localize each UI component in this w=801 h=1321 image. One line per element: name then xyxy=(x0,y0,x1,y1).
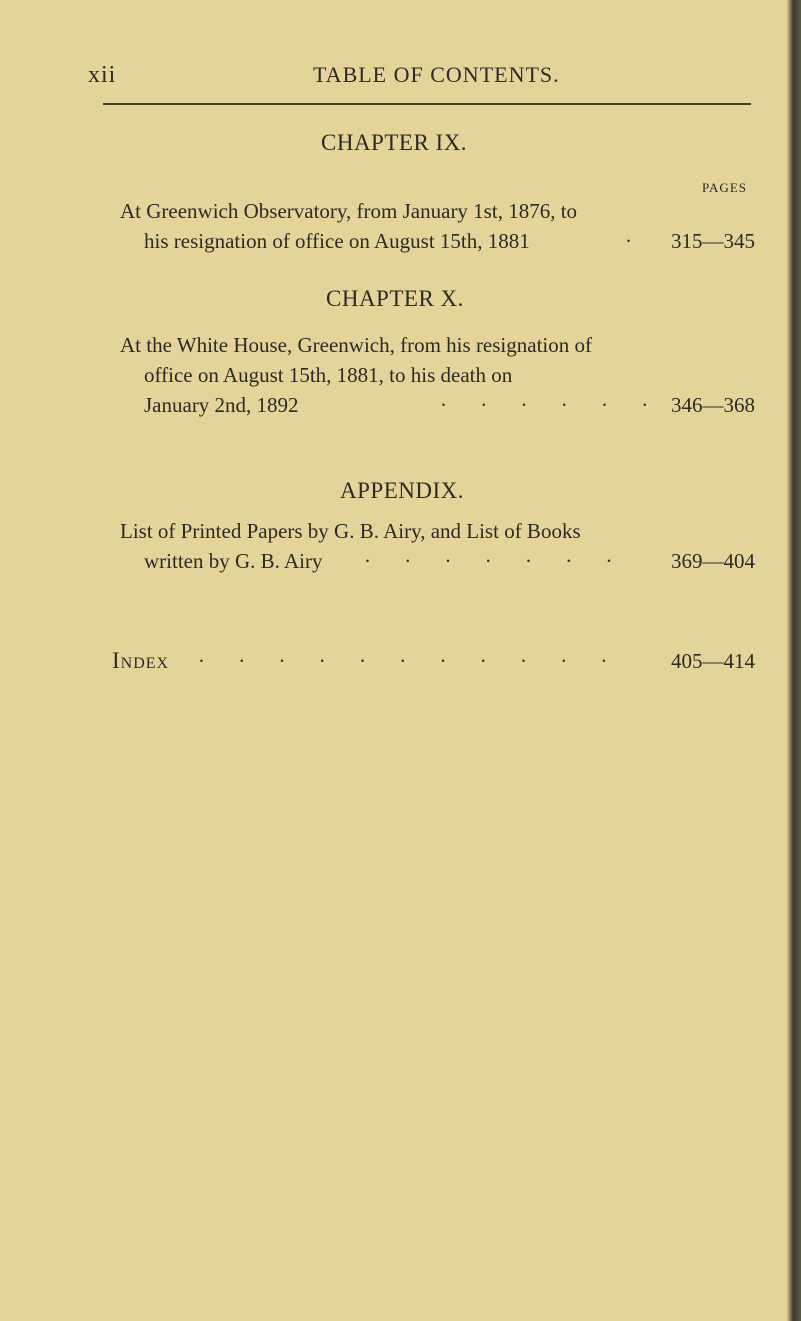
chapter-ix-heading: CHAPTER IX. xyxy=(321,130,468,155)
chapter-x-entry xyxy=(120,330,755,420)
entry-line: January 2nd, 1892 · · · · · · 346—368 xyxy=(120,390,755,420)
entry-line: At the White House, Greenwich, from his resignation of xyxy=(120,333,592,357)
appendix-entry xyxy=(120,516,755,576)
dot-leader: · · · · · · · · · · · xyxy=(198,649,622,673)
entry-line: office on August 15th, 1881, to his death on xyxy=(144,363,513,387)
index-pages: 405—414 xyxy=(671,649,755,673)
page-number: xii xyxy=(88,62,117,88)
appendix-pages: 369—404 xyxy=(671,549,755,573)
dot-leader: · xyxy=(625,229,646,253)
page-header xyxy=(88,62,753,92)
index-entry xyxy=(112,646,755,676)
appendix-heading: APPENDIX. xyxy=(340,478,464,503)
pages-column-label: PAGES xyxy=(702,180,747,195)
entry-line: At Greenwich Observatory, from January 1st, 1876, to xyxy=(120,199,578,223)
page-edge-shadow xyxy=(787,0,801,1321)
index-label: Index xyxy=(112,648,170,673)
entry-line: written by G. B. Airy · · · · · · · 369—404 xyxy=(120,546,755,576)
dot-leader: · · · · · · · xyxy=(364,549,627,573)
entry-line: his resignation of office on August 15th, 1881 · 315—345 xyxy=(120,226,755,256)
running-title: TABLE OF CONTENTS. xyxy=(313,62,560,87)
header-rule xyxy=(103,103,751,105)
chapter-x-pages: 346—368 xyxy=(671,393,755,417)
dot-leader: · · · · · · xyxy=(440,393,663,417)
chapter-x-heading: CHAPTER X. xyxy=(326,286,464,311)
chapter-ix-pages: 315—345 xyxy=(671,229,755,253)
entry-line xyxy=(112,646,755,676)
entry-line: List of Printed Papers by G. B. Airy, and List of Books xyxy=(120,519,581,543)
chapter-ix-entry xyxy=(120,196,755,256)
